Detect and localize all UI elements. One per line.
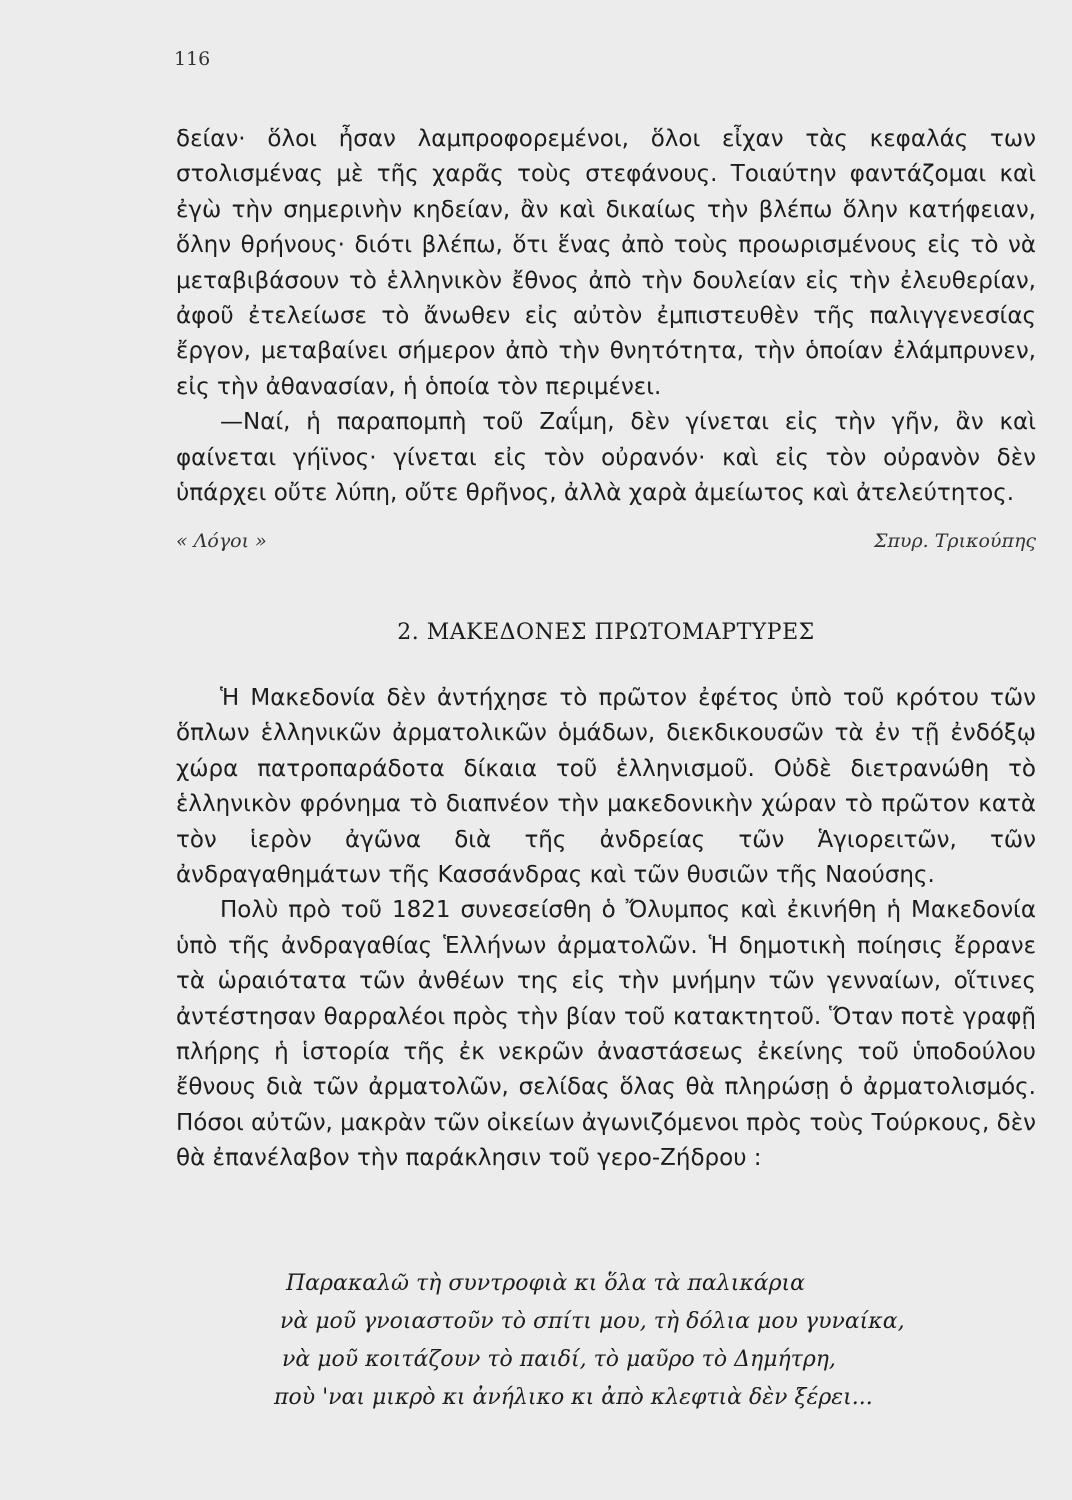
source-author: Σπυρ. Τρικούπης [874, 530, 1036, 552]
poem-line: νὰ μοῦ κοιτάζουν τὸ παιδί, τὸ μαῦρο τὸ Δημήτρη, [282, 1347, 836, 1372]
paragraph: —Ναί, ἡ παραπομπὴ τοῦ Ζαΐμη, δὲν γίνεται εἰς τὴν γῆν, ἂν καὶ φαίνεται γήϊνος· γίνεται εἰς τὸν οὐρανόν· καὶ εἰς τὸν οὐρανὸν δὲν ὑπάρχει οὔτε λύπη, οὔτε θρῆνος, ἀλλὰ χαρὰ ἀμείωτος καὶ ἀτελεύτητος. [176, 409, 1036, 507]
paragraph: δείαν· ὅλοι ἦσαν λαμπροφορεμένοι, ὅλοι εἶχαν τὰς κεφαλάς των στολισμένας μὲ τῆς χαρᾶς τοὺς στεφάνους. Τοιαύτην φαντάζομαι καὶ ἐγὼ τὴν σημερινὴν κηδείαν, ἂν καὶ δικαίως τὴν βλέπω ὅλην κατήφειαν, ὅλην θρήνους· διότι βλέπω, ὅτι ἕνας ἀπὸ τοὺς προωρισμένους εἰς τὸ νὰ μεταβιβάσουν τὸ ἑλληνικὸν ἔθνος ἀπὸ τὴν δουλείαν εἰς τὴν ἐλευθερίαν, ἀφοῦ ἐτελείωσε τὸ ἄνωθεν εἰς αὐτὸν ἐμπιστευθὲν τῆς παλιγγενεσίας ἔργον, μεταβαίνει σήμερον ἀπὸ τὴν θνητότητα, τὴν ὁποίαν ἐλάμπρυνεν, εἰς τὴν ἀθανασίαν, ἡ ὁποία τὸν περιμένει. [176, 126, 1036, 400]
paragraph: Πολὺ πρὸ τοῦ 1821 συνεσείσθη ὁ Ὄλυμπος καὶ ἐκινήθη ἡ Μακεδονία ὑπὸ τῆς ἀνδραγαθίας Ἑλλήνων ἀρματολῶν. Ἡ δημοτικὴ ποίησις ἔρρανε τὰ ὡραιότατα τῶν ἀνθέων της εἰς τὴν μνήμην τῶν γενναίων, οἵτινες ἀντέστησαν θαρραλέοι πρὸς τὴν βίαν τοῦ κατακτητοῦ. Ὅταν ποτὲ γραφῇ πλήρης ἡ ἱστορία τῆς ἐκ νεκρῶν ἀναστάσεως ἐκείνης τοῦ ὑποδούλου ἔθνους διὰ τῶν ἀρματολῶν, σελίδας ὅλας θὰ πληρώσῃ ὁ ἀρματολισμός. Πόσοι αὐτῶν, μακρὰν τῶν οἰκείων ἀγωνιζόμενοι πρὸς τοὺς Τούρκους, δὲν θὰ ἐπανέλαβον τὴν παράκλησιν τοῦ γερο-Ζήδρου : [176, 897, 1036, 1172]
section-heading: 2. ΜΑΚΕΔΟΝΕΣ ΠΡΩΤΟΜΑΡΤΥΡΕΣ [397, 620, 815, 645]
source-work: « Λόγοι » [176, 530, 267, 552]
section-text-block [176, 681, 1036, 1177]
poem-line: ποὺ 'ναι μικρὸ κι ἀνήλικο κι ἀπὸ κλεφτιὰ δὲν ξέρει... [274, 1385, 873, 1410]
poem [274, 1265, 905, 1417]
poem-line: Παρακαλῶ τὴ συντροφιὰ κι ὅλα τὰ παλικάρια [286, 1271, 806, 1296]
poem-line: νὰ μοῦ γνοιαστοῦν τὸ σπίτι μου, τὴ δόλια μου γυναίκα, [280, 1309, 905, 1334]
top-text-block [176, 122, 1036, 511]
page-number: 116 [174, 48, 211, 70]
paragraph: Ἡ Μακεδονία δὲν ἀντήχησε τὸ πρῶτον ἐφέτος ὑπὸ τοῦ κρότου τῶν ὅπλων ἑλληνικῶν ἀρματολικῶν ὁμάδων, διεκδικουσῶν τὰ ἐν τῇ ἐνδόξῳ χώρα πατροπαράδοτα δίκαια τοῦ ἑλληνισμοῦ. Οὐδὲ διετρανώθη τὸ ἑλληνικὸν φρόνημα τὸ διαπνέον τὴν μακεδονικὴν χώραν τὸ πρῶτον κατὰ τὸν ἱερὸν ἀγῶνα διὰ τῆς ἀνδρείας τῶν Ἁγιορειτῶν, τῶν ἀνδραγαθημάτων τῆς Κασσάνδρας καὶ τῶν θυσιῶν τῆς Ναούσης. [176, 685, 1036, 889]
